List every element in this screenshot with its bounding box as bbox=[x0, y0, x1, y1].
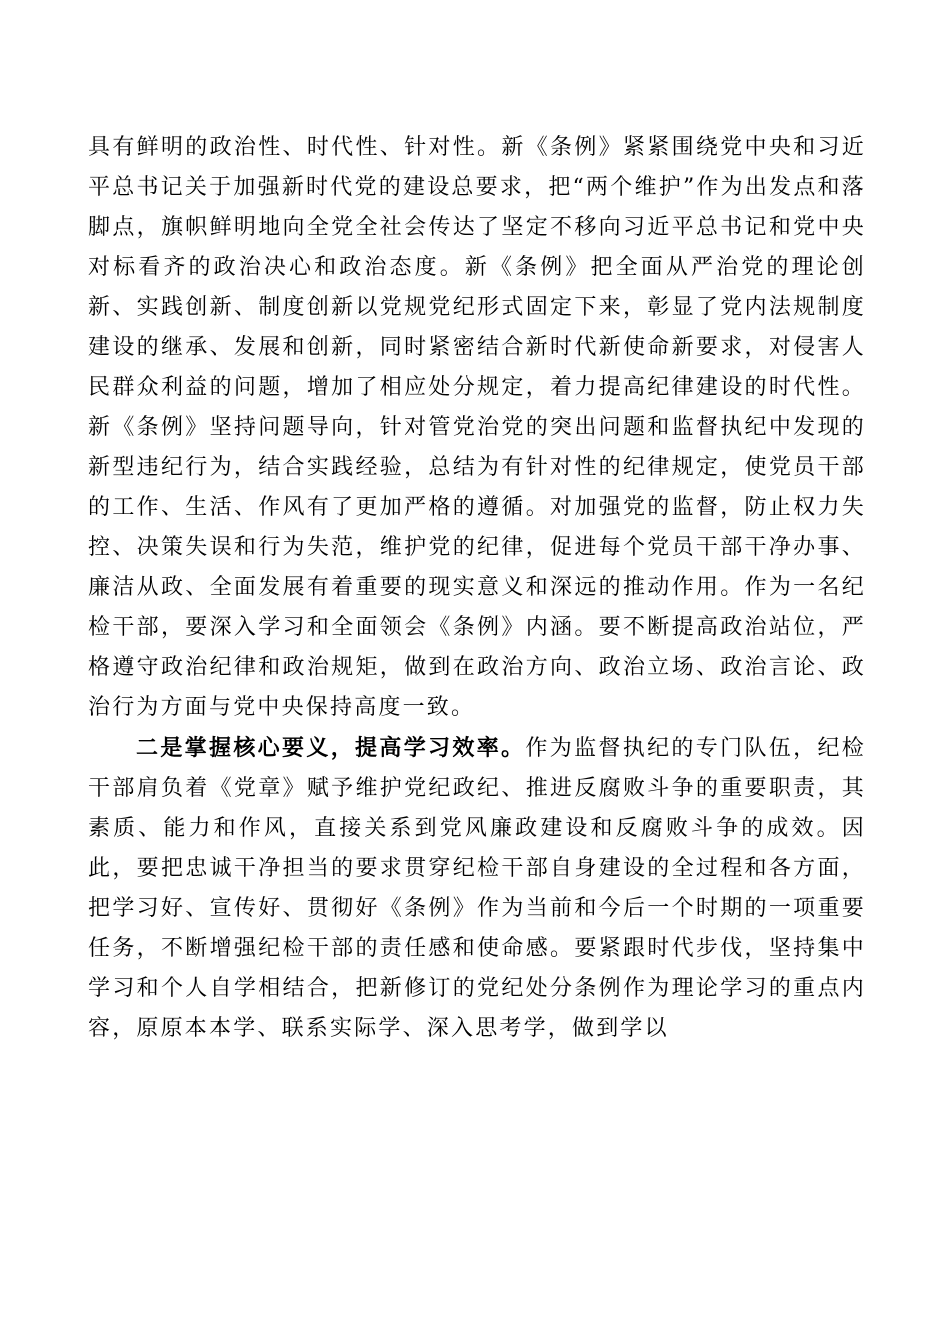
document-body bbox=[88, 127, 866, 1049]
paragraph-2-text: 作为监督执纪的专门队伍，纪检干部肩负着《党章》赋予维护党纪政纪、推进反腐败斗争的重要职责，其素质、能力和作风，直接关系到党风廉政建设和反腐败斗争的成效。因此，要把忠诚干净担当的要求贯穿纪检干部自身建设的全过程和各方面，把学习好、宣传好、贯彻好《条例》作为当前和今后一个时期的一项重要任务，不断增强纪检干部的责任感和使命感。要紧跟时代步伐，坚持集中学习和个人自学相结合，把新修订的党纪处分条例作为理论学习的重点内容，原原本本学、联系实际学、深入思考学，做到学以 bbox=[88, 736, 866, 1041]
paragraph-1-text: 具有鲜明的政治性、时代性、针对性。新《条例》紧紧围绕党中央和习近平总书记关于加强新时代党的建设总要求，把“两个维护”作为出发点和落脚点，旗帜鲜明地向全党全社会传达了坚定不移向习近平总书记和党中央对标看齐的政治决心和政治态度。新《条例》把全面从严治党的理论创新、实践创新、制度创新以党规党纪形式固定下来，彰显了党内法规制度建设的继承、发展和创新，同时紧密结合新时代新使命新要求，对侵害人民群众利益的问题，增加了相应处分规定，着力提高纪律建设的时代性。新《条例》坚持问题导向，针对管党治党的突出问题和监督执纪中发现的新型违纪行为，结合实践经验，总结为有针对性的纪律规定，使党员干部的工作、生活、作风有了更加严格的遵循。对加强党的监督，防止权力失控、决策失误和行为失范，维护党的纪律，促进每个党员干部干净办事、廉洁从政、全面发展有着重要的现实意义和深远的推动作用。作为一名纪检干部，要深入学习和全面领会《条例》内涵。要不断提高政治站位，严格遵守政治纪律和政治规矩，做到在政治方向、政治立场、政治言论、政治行为方面与党中央保持高度一致。 bbox=[88, 135, 866, 720]
paragraph-2 bbox=[88, 728, 866, 1049]
paragraph-2-lead: 二是掌握核心要义，提高学习效率。 bbox=[136, 735, 526, 761]
paragraph-1 bbox=[88, 127, 866, 728]
